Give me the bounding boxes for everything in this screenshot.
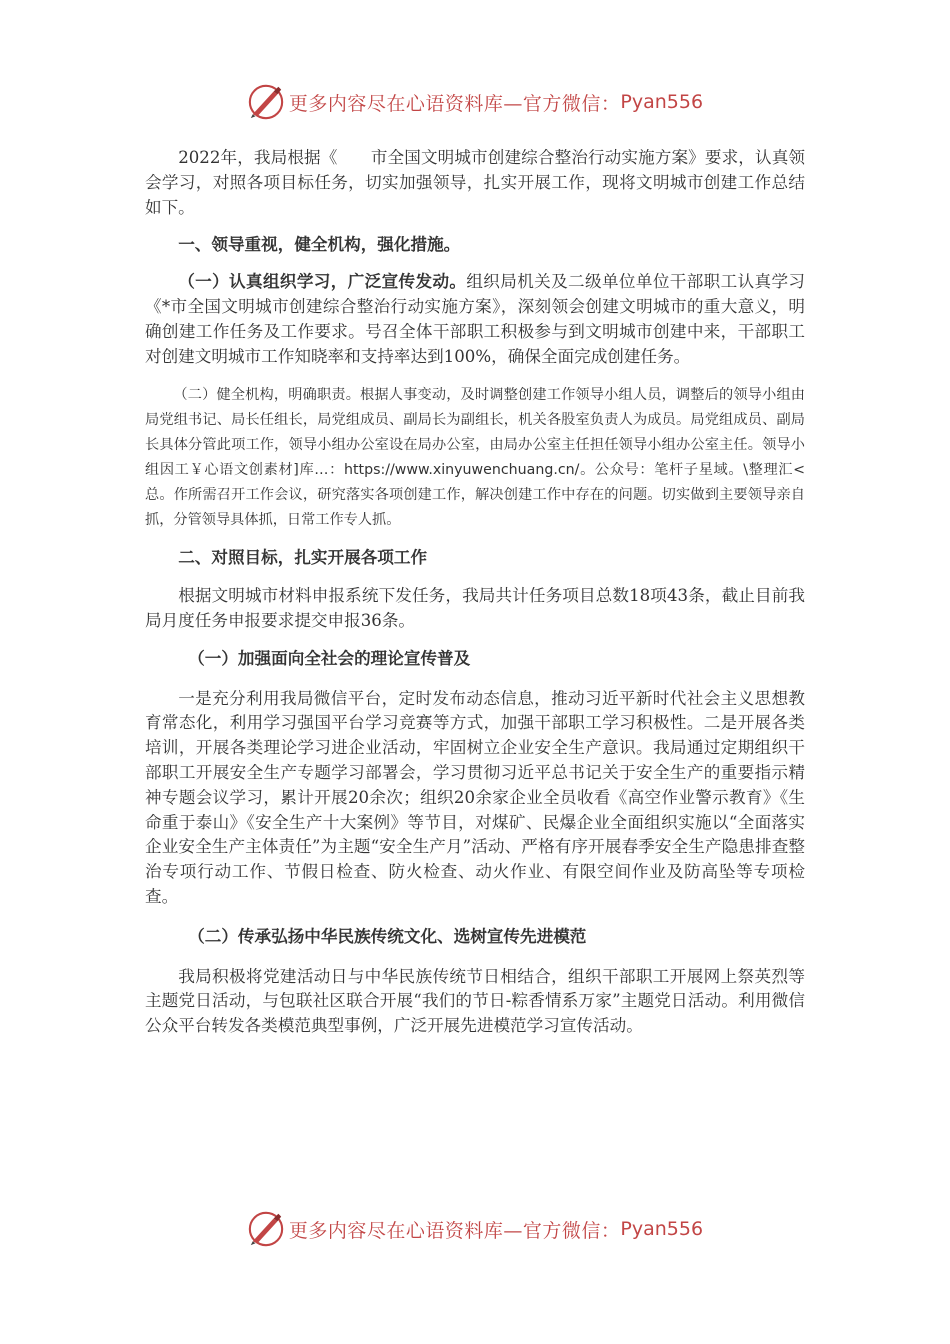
section-1-item-1: [145, 269, 805, 369]
section-1-item-1-title: （一）认真组织学习，广泛宣传发动。: [178, 271, 467, 292]
section-1-item-2: （二）健全机构，明确职责。根据人事变动，及时调整创建工作领导小组人员，调整后的领导小组由局党组书记、局长任组长，局党组成员、副局长为副组长，机关各股室负责人为成员。局党组成员、副局长具体分管此项工作，领导小组办公室设在局办公室，由局办公室主任担任领导小组办公室主任。领导小组因工￥心语文创素材]库…：https://www.xinyuwenchuang.cn/。公众号：笔杆子星域。\整理汇<总。作所需召开工作会议，研究落实各项创建工作，解决创建工作中存在的问题。切实做到主要领导亲自抓，分管领导具体抓，日常工作专人抓。: [145, 387, 805, 529]
footer-banner: [0, 1207, 950, 1251]
section-2-intro: 根据文明城市材料申报系统下发任务，我局共计任务项目总数18项43条，截止目前我局月度任务申报要求提交申报36条。: [145, 586, 805, 630]
footer-banner-text: 更多内容尽在心语资料库—官方微信：: [288, 1219, 621, 1242]
section-2-item-1-title: （一）加强面向全社会的理论宣传普及: [188, 647, 471, 668]
header-banner-id: Pyan556: [620, 91, 704, 113]
pen-logo-icon: [247, 1210, 285, 1248]
section-1-item-1-text: 组织局机关及二级单位单位干部职工认真学习《*市全国文明城市创建综合整治行动实施方案》，深刻领会创建文明城市的重大意义，明确创建工作任务及工作要求。号召全体干部职工积极参与到文明城市创建中来，干部职工对创建文明城市工作知晓率和支持率达到100%，确保全面完成创建任务。: [145, 272, 806, 366]
section-2-item-2-title: （二）传承弘扬中华民族传统文化、选树宣传先进模范: [188, 925, 587, 946]
header-banner: [0, 80, 950, 124]
section-2-title: 二、对照目标，扎实开展各项工作: [178, 547, 428, 568]
document-body: [145, 146, 805, 1039]
section-1-title: 一、领导重视，健全机构，强化措施。: [178, 234, 461, 255]
pen-logo-icon: [247, 83, 285, 121]
header-banner-text: 更多内容尽在心语资料库—官方微信：: [288, 92, 621, 115]
section-2-item-1-text: 一是充分利用我局微信平台，定时发布动态信息，推动习近平新时代社会主义思想教育常态化，利用学习强国平台学习竞赛等方式，加强干部职工学习积极性。二是开展各类培训，开展各类理论学习进企业活动，牢固树立企业安全生产意识。我局通过定期组织干部职工开展安全生产专题学习部署会，学习贯彻习近平总书记关于安全生产的重要指示精神专题会议学习，累计开展20余次；组织20余家企业全员收看《高空作业警示教育》《生命重于泰山》《安全生产十大案例》等节目，对煤矿、民爆企业全面组织实施以“全面落实企业安全生产主体责任”为主题“安全生产月”活动、严格有序开展春季安全生产隐患排查整治专项行动工作、节假日检查、防火检查、动火作业、有限空间作业及防高坠等专项检查。: [145, 688, 805, 906]
section-2-item-2-text: 我局积极将党建活动日与中华民族传统节日相结合，组织干部职工开展网上祭英烈等主题党日活动，与包联社区联合开展“我们的节日-粽香情系万家”主题党日活动。利用微信公众平台转发各类模范典型事例，广泛开展先进模范学习宣传活动。: [145, 966, 805, 1036]
intro-paragraph: 2022年，我局根据《 市全国文明城市创建综合整治行动实施方案》要求，认真领会学习，对照各项目标任务，切实加强领导，扎实开展工作，现将文明城市创建工作总结如下。: [145, 148, 805, 217]
footer-banner-id: Pyan556: [620, 1218, 704, 1240]
